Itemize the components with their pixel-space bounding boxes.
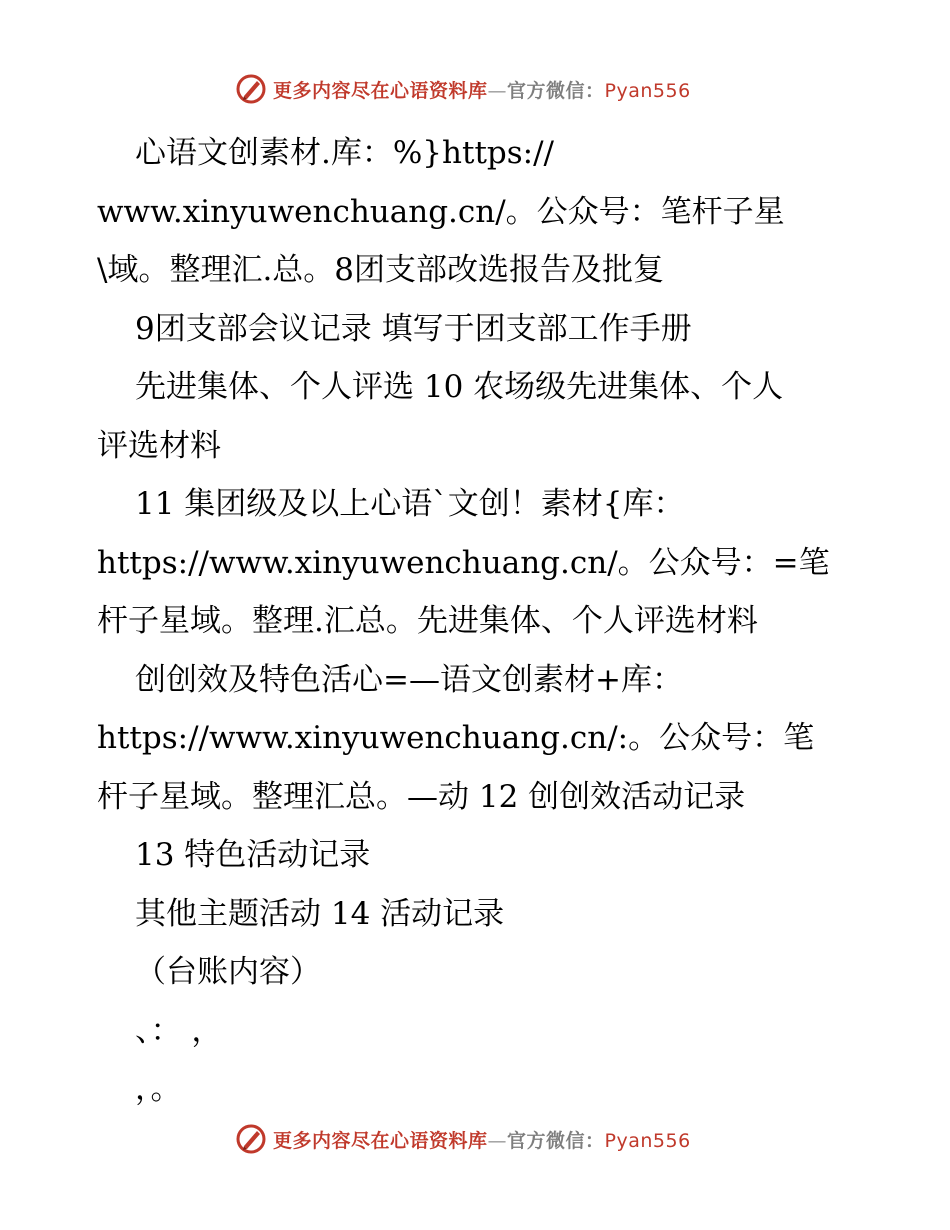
body-line: （台账内容）	[135, 954, 321, 990]
brand-logo-icon	[235, 73, 267, 105]
body-line: 创创效及特色活心=—语文创素材+库：	[135, 661, 683, 698]
banner-wechat-id: Pyan556	[604, 1129, 691, 1152]
body-line: 11 集团级及以上心语`文创！素材{库：	[135, 486, 685, 522]
banner-wechat-label: 官方微信：	[507, 79, 605, 102]
body-line: https://www.xinyuwenchuang.cn/。公众号：=笔	[97, 544, 830, 581]
body-line: 心语文创素材.库：%}https://	[135, 135, 554, 171]
body-line: \域。整理汇.总。8团支部改选报告及批复	[97, 252, 665, 288]
banner-text	[273, 1126, 691, 1153]
body-line: 评选材料	[97, 427, 221, 464]
body-line: 、： ，	[135, 1012, 223, 1049]
body-line: 9团支部会议记录 填写于团支部工作手册	[135, 310, 692, 347]
banner-prefix: 更多内容尽在心语资料库	[273, 79, 488, 102]
body-line: 13 特色活动记录	[135, 837, 371, 873]
body-line: 其他主题活动 14 活动记录	[135, 895, 505, 932]
body-line: 杆子星域。整理.汇总。先进集体、个人评选材料	[97, 603, 758, 639]
body-line: https://www.xinyuwenchuang.cn/:。公众号：笔	[97, 720, 815, 756]
document-body	[97, 124, 857, 1119]
banner-wechat-label: 官方微信：	[507, 1129, 605, 1152]
banner-prefix: 更多内容尽在心语资料库	[273, 1129, 488, 1152]
banner-dash: —	[487, 79, 508, 102]
footer-banner	[235, 1122, 691, 1156]
body-line: ，。	[135, 1071, 182, 1107]
banner-text	[273, 76, 691, 103]
body-line: 杆子星域。整理汇总。—动 12 创创效活动记录	[97, 778, 746, 815]
header-banner	[235, 72, 691, 106]
banner-wechat-id: Pyan556	[604, 79, 691, 102]
brand-logo-icon	[235, 1123, 267, 1155]
body-line: 先进集体、个人评选 10 农场级先进集体、个人	[135, 369, 784, 405]
body-line: www.xinyuwenchuang.cn/。公众号：笔杆子星	[97, 193, 785, 230]
banner-dash: —	[487, 1129, 508, 1152]
